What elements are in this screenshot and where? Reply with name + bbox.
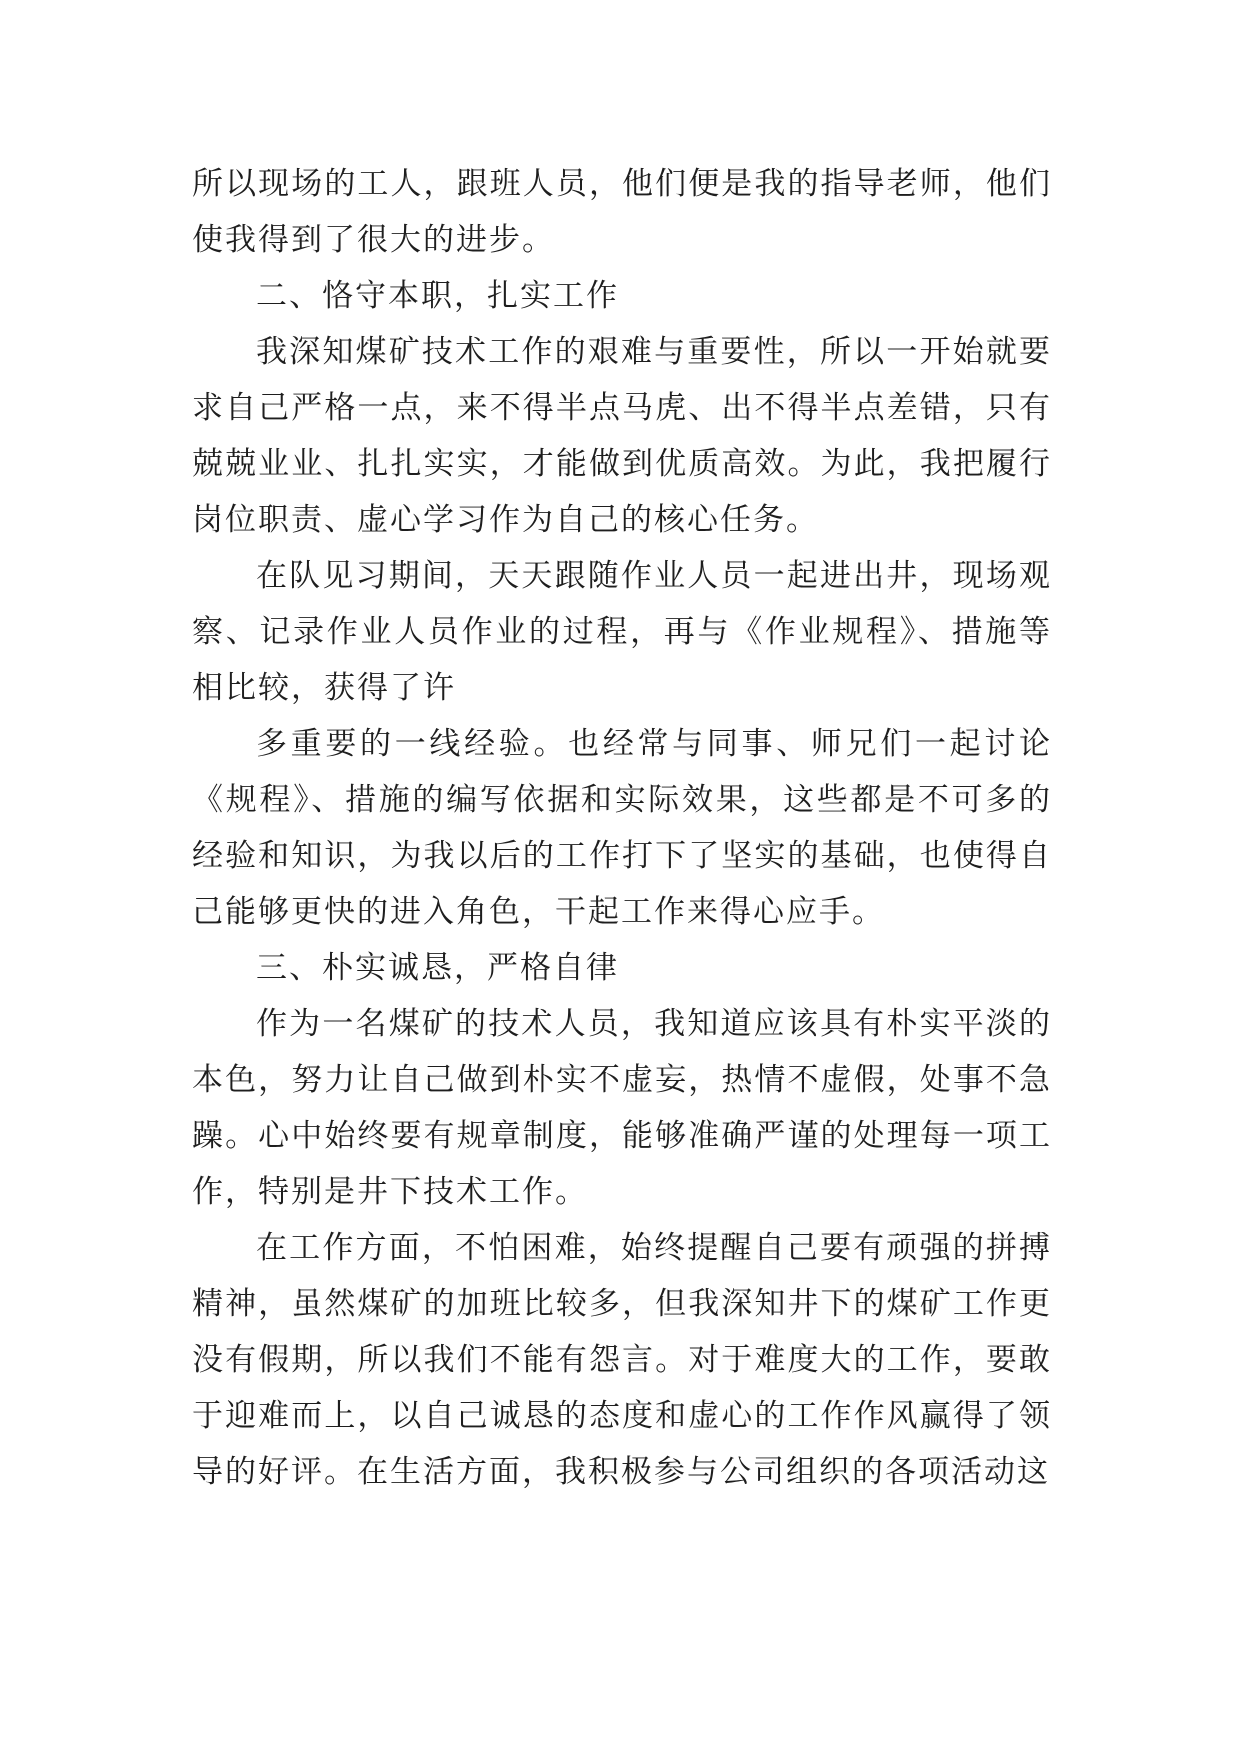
- section-heading-2: 二、恪守本职，扎实工作: [256, 278, 619, 314]
- paragraph-1: 所以现场的工人，跟班人员，他们便是我的指导老师，他们使我得到了很大的进步。: [192, 166, 1052, 258]
- paragraph-2: 我深知煤矿技术工作的艰难与重要性，所以一开始就要求自己严格一点，来不得半点马虎、出不得半点差错，只有兢兢业业、扎扎实实，才能做到优质高效。为此，我把履行岗位职责、虚心学习作为自己的核心任务。: [192, 334, 1052, 538]
- paragraph-5: 作为一名煤矿的技术人员，我知道应该具有朴实平淡的本色，努力让自己做到朴实不虚妄，热情不虚假，处事不急躁。心中始终要有规章制度，能够准确严谨的处理每一项工作，特别是井下技术工作。: [192, 1006, 1052, 1210]
- paragraph-3: 在队见习期间，天天跟随作业人员一起进出井，现场观察、记录作业人员作业的过程，再与《作业规程》、措施等相比较，获得了许: [192, 558, 1052, 706]
- section-heading-3: 三、朴实诚恳，严格自律: [256, 950, 619, 986]
- paragraph-4: 多重要的一线经验。也经常与同事、师兄们一起讨论《规程》、措施的编写依据和实际效果，这些都是不可多的经验和知识，为我以后的工作打下了坚实的基础，也使得自己能够更快的进入角色，干起工作来得心应手。: [192, 726, 1052, 930]
- document-body: [192, 156, 1052, 1500]
- paragraph-6: 在工作方面，不怕困难，始终提醒自己要有顽强的拼搏精神，虽然煤矿的加班比较多，但我深知井下的煤矿工作更没有假期，所以我们不能有怨言。对于难度大的工作，要敢于迎难而上，以自己诚恳的态度和虚心的工作作风赢得了领导的好评。在生活方面，我积极参与公司组织的各项活动这: [192, 1230, 1052, 1490]
